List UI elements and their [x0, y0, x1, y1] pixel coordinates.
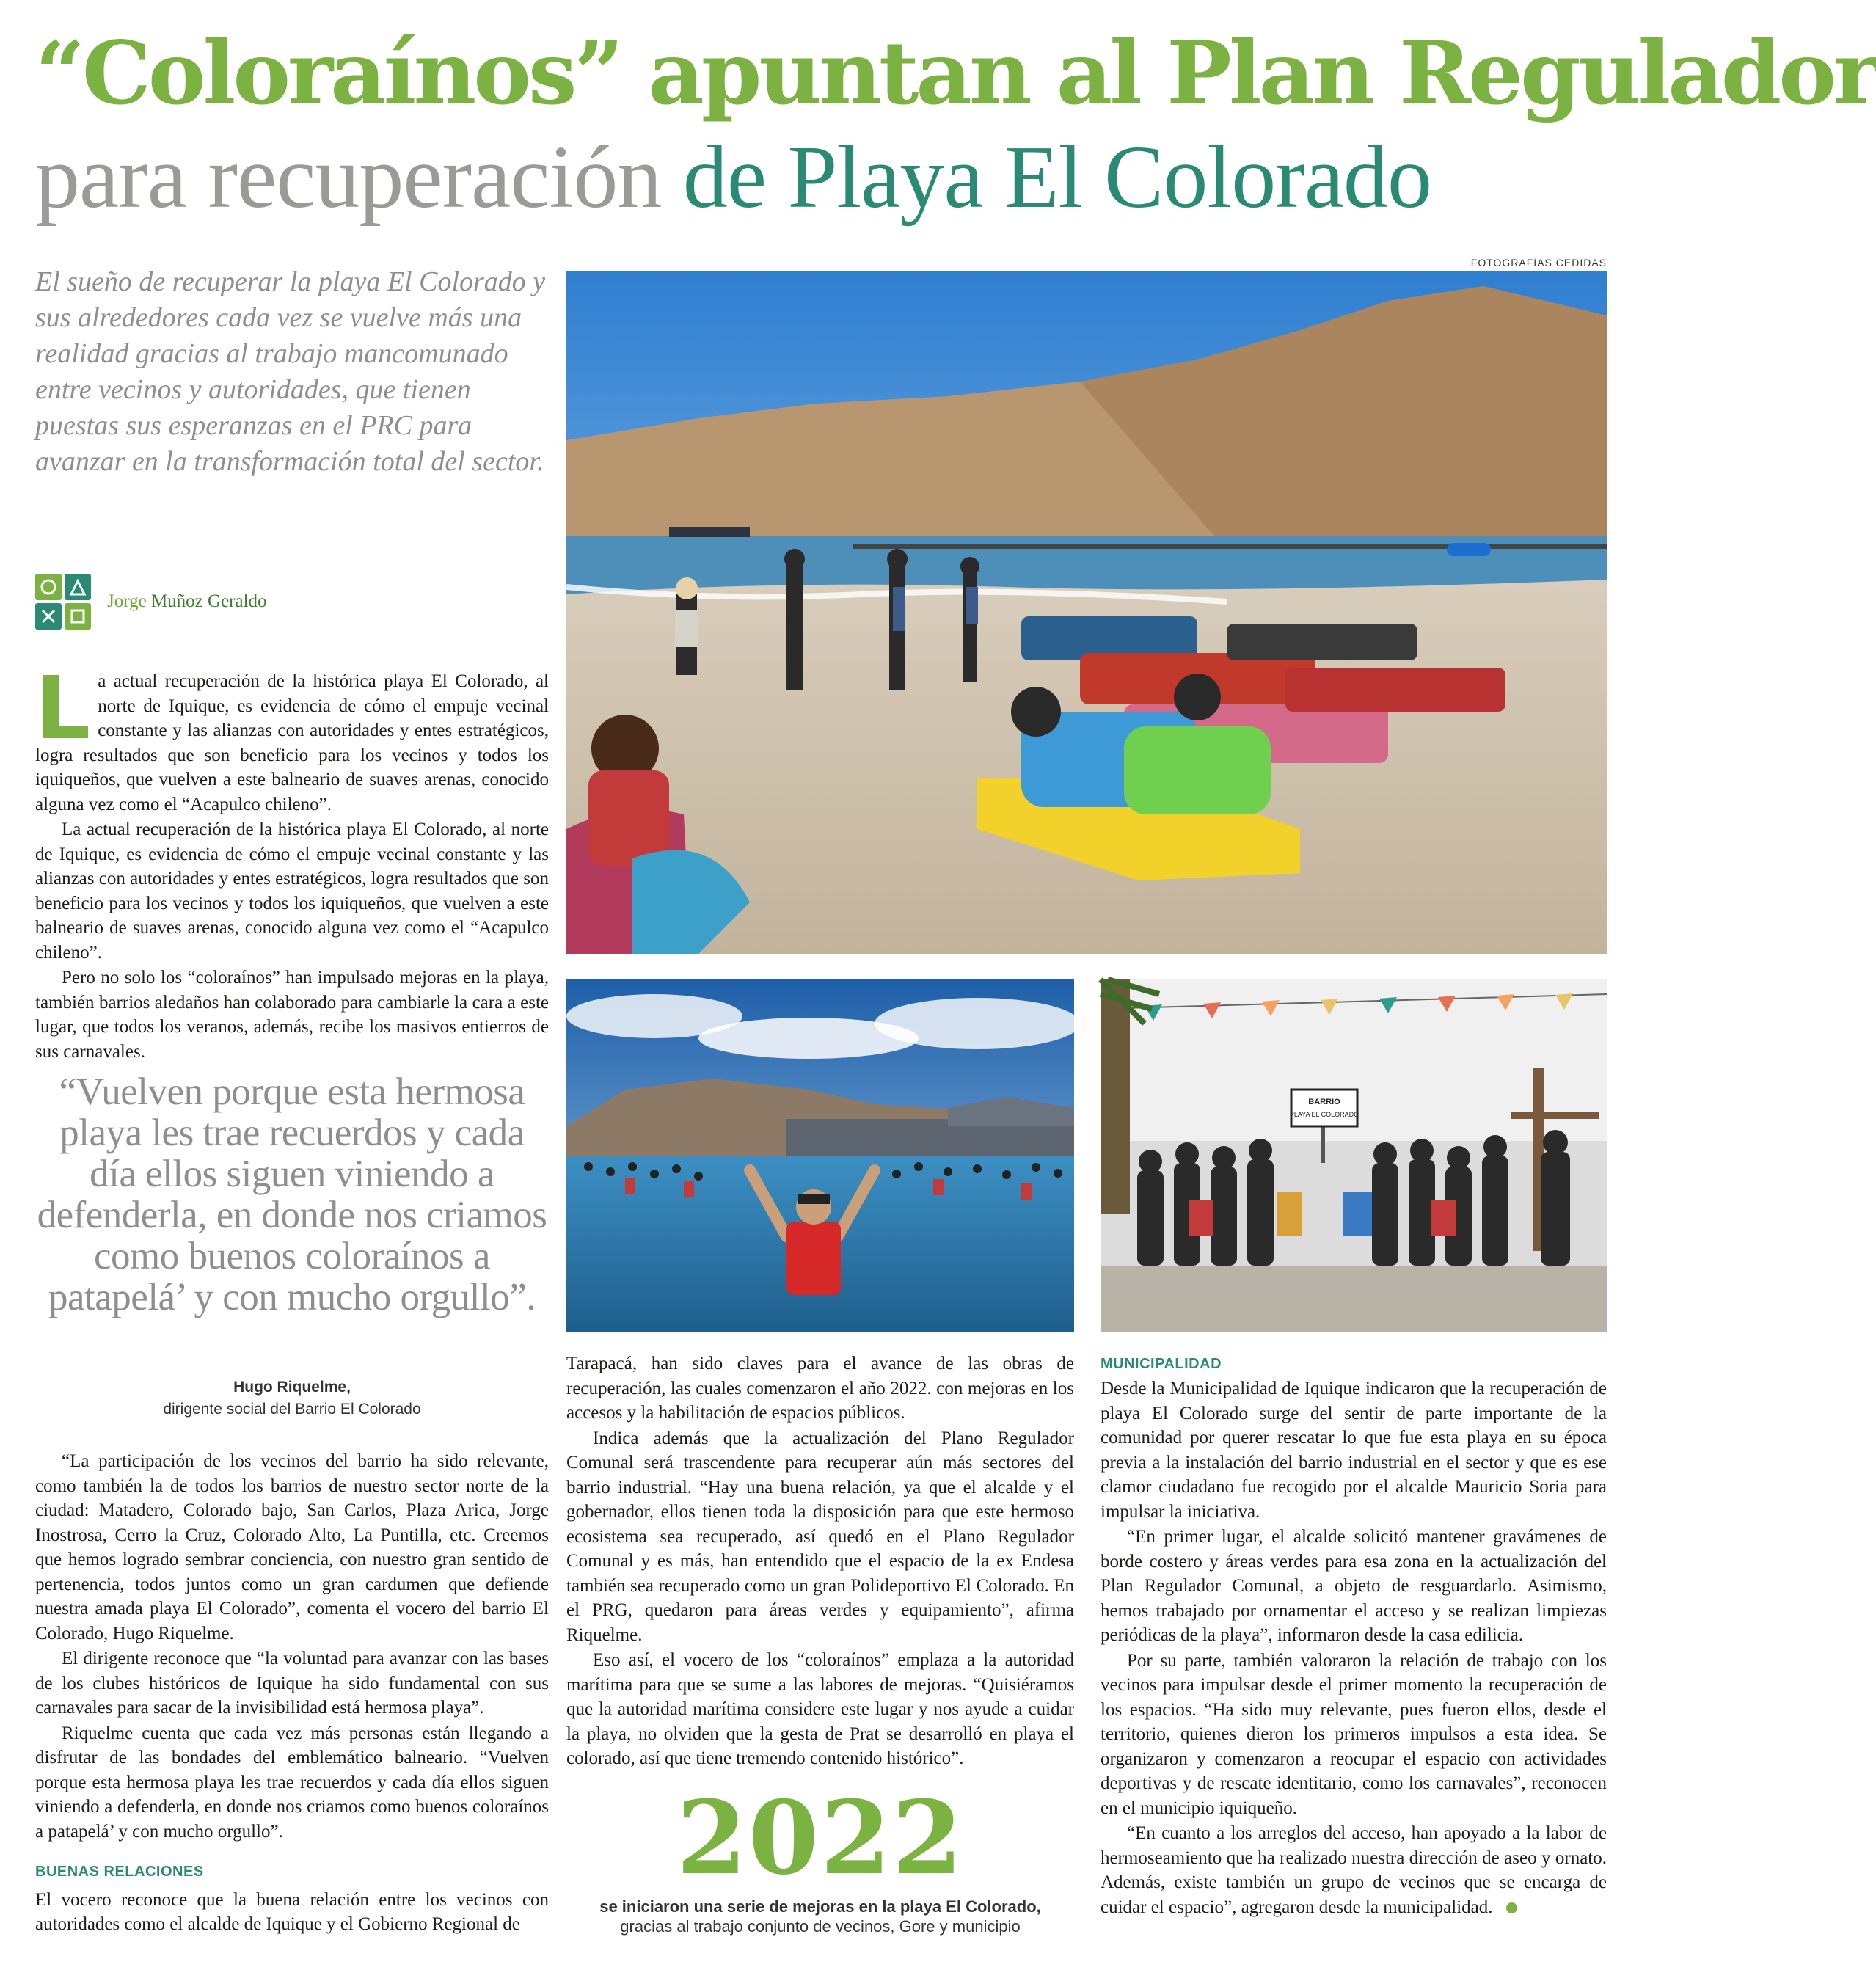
- paragraph-last: [1101, 1821, 1607, 1919]
- article-column-1-bottom: [35, 1449, 549, 1938]
- paragraph: El vocero reconoce que la buena relación entre los vecinos con autoridades como el alcalde de Iquique y el Gobierno Regional de: [35, 1889, 549, 1934]
- dropcap: L: [35, 657, 91, 759]
- section-heading-municipalidad: MUNICIPALIDAD: [1101, 1356, 1222, 1372]
- paragraph-text: “En cuanto a los arreglos del acceso, han apoyado a la labor de hermoseamiento que ha realizado nuestra dirección de aseo y ornato. Además, existe también un grupo de vecinos que se encarga de cuidar el espacio”, agregaron desde la municipalidad.: [1101, 1823, 1607, 1917]
- subhead-part1: para recuperación: [35, 128, 662, 227]
- headline: “Coloraínos” apuntan al Plan Regulador: [35, 22, 1876, 124]
- quote-author: Hugo Riquelme,: [233, 1379, 351, 1396]
- highlight-caption: [566, 1897, 1074, 1936]
- neighbors-group-photo: [1101, 979, 1607, 1332]
- highlight-caption-text: gracias al trabajo conjunto de vecinos, Gore y municipio: [620, 1917, 1021, 1936]
- byline-last: Muñoz Geraldo: [150, 591, 267, 611]
- byline-name: [107, 591, 267, 612]
- author-logo-icon: [35, 574, 91, 630]
- sign-line-2: PLAYA EL COLORADO: [1289, 1111, 1359, 1118]
- paragraph: Tarapacá, han sido claves para el avance de las obras de recuperación, las cuales comenzaron el año 2022. con mejoras en los accesos y la habilitación de espacios públicos.: [566, 1354, 1074, 1423]
- section-heading-buenas-relaciones: BUENAS RELACIONES: [35, 1864, 204, 1880]
- carnival-sea-photo: [566, 979, 1074, 1332]
- paragraph: “En primer lugar, el alcalde solicitó mantener gravámenes de borde costero y áreas verdes para esa zona en la actualización del Plan Regulador Comunal, a objeto de resguardarlo. Asimismo, hemos trabajado por ornamentar el acceso y se realizan limpiezas periódicas de la playa”, informaron desde la casa edilicia.: [1101, 1527, 1607, 1645]
- subhead: [35, 126, 1613, 229]
- pull-quote: “Vuelven porque esta hermosa playa les trae recuerdos y cada día ellos siguen viniendo a defenderla, en donde nos criamos como buenos coloraínos a patapelá’ y con mucho orgullo”.: [37, 1070, 547, 1318]
- paragraph: Desde la Municipalidad de Iquique indicaron que la recuperación de playa El Colorado surge del sentir de parte importante de la comunidad por querer rescatar lo que fue esta playa en su época previa a la instalación del barrio industrial en el sector y que es ese clamor ciudadano fue recogido por el alcalde Mauricio Soria para impulsar la iniciativa.: [1101, 1379, 1607, 1522]
- quote-attribution: [35, 1376, 549, 1420]
- paragraph-text: a actual recuperación de la histórica playa El Colorado, al norte de Iquique, es evidencia de cómo el empuje vecinal constante y las alianzas con autoridades y entes estratégicos, logra resultados que son beneficio para los vecinos y todos los iquiqueños, que vuelven a este balneario de suaves arenas, conocido alguna vez como el “Acapulco chileno”.: [35, 671, 549, 814]
- article-column-1-top: [35, 657, 549, 1065]
- end-dot-icon: [1506, 1902, 1517, 1913]
- paragraph: Riquelme cuenta que cada vez más personas están llegando a disfrutar de las bondades del emblemático balneario. “Vuelven porque esta hermosa playa les trae recuerdos y cada día ellos siguen viniendo a defenderla, en donde nos criamos como buenos coloraínos a patapelá’ y con mucho orgullo”.: [35, 1723, 549, 1842]
- paragraph: Por su parte, también valoraron la relación de trabajo con los vecinos para impulsar desde el primer momento la recuperación de los espacios. “Ha sido muy relevante, pues fueron ellos, desde el territorio, quienes dieron los primeros impulsos a esta idea. Se organizaron y comenzaron a reocupar el espacio con actividades deportivas y de rescate identitario, como los carnavales”, reconocen en el municipio iquiqueño.: [1101, 1650, 1607, 1818]
- photo-credit: FOTOGRAFÍAS CEDIDAS: [1470, 257, 1607, 269]
- highlight-year: 2022: [676, 1778, 965, 1897]
- byline-first: Jorge: [107, 591, 147, 611]
- paragraph: Pero no solo los “coloraínos” han impulsado mejoras en la playa, también barrios aledaños han colaborado para cambiarle la cara a este lugar, que todos los veranos, además, recibe los masivos entierros de sus carnavales.: [35, 968, 549, 1062]
- lead-paragraph: El sueño de recuperar la playa El Colorado y sus alrededores cada vez se vuelve más una realidad gracias al trabajo mancomunado entre vecinos y autoridades, que tienen puestas sus esperanzas en el PRC para avanzar en la transformación total del sector.: [35, 266, 546, 477]
- paragraph: [35, 657, 549, 817]
- highlight-caption-bold: se iniciaron una serie de mejoras en la playa El Colorado,: [599, 1897, 1041, 1916]
- paragraph: “La participación de los vecinos del barrio ha sido relevante, como también la de todos los barrios de nuestro sector norte de la ciudad: Matadero, Colorado bajo, San Carlos, Plaza Arica, Jorge Inostrosa, Cerro la Cruz, Colorado Alto, La Puntilla, etc. Creemos que hemos logrado sembrar conciencia, con nuestro gran sentido de pertenencia, todos juntos como un gran cardumen que defiende nuestra amada playa El Colorado”, comenta el vocero del barrio El Colorado, Hugo Riquelme.: [35, 1451, 549, 1643]
- paragraph: Indica además que la actualización del Plano Regulador Comunal será trascendente para recuperar aún más sectores del barrio industrial. “Hay una buena relación, ya que el alcalde y el gobernador, ellos tienen toda la disposición para que este hermoso ecosistema sea recuperado, así quedó en el Plano Regulador Comunal y es más, han entendido que el espacio de la ex Endesa también sea recuperado como un gran Polideportivo El Colorado. En el PRG, quedaron para áreas verdes y equipamiento”, afirma Riquelme.: [566, 1428, 1074, 1645]
- article-column-2: [566, 1351, 1074, 1772]
- article-column-3: [1101, 1376, 1607, 1920]
- sign-line-1: BARRIO: [1308, 1098, 1340, 1106]
- byline: [35, 574, 549, 632]
- quote-role: dirigente social del Barrio El Colorado: [163, 1401, 421, 1418]
- subhead-part2: de Playa El Colorado: [682, 128, 1431, 227]
- paragraph: Eso así, el vocero de los “coloraínos” emplaza a la autoridad marítima para que se sume a las labores de mejoras. “Quisiéramos que la autoridad marítima considere este lugar y nos ayude a cuidar la playa, no olviden que la gesta de Prat se desarrolló en playa el colorado, así que tiene tremendo contenido histórico”.: [566, 1650, 1074, 1768]
- paragraph: La actual recuperación de la histórica playa El Colorado, al norte de Iquique, es evidencia de cómo el empuje vecinal constante y las alianzas con autoridades y entes estratégicos, logra resultados que son beneficio para los vecinos y todos los iquiqueños, que vuelven a este balneario de suaves arenas, conocido alguna vez como el “Acapulco chileno”.: [35, 820, 549, 963]
- paragraph: El dirigente reconoce que “la voluntad para avanzar con las bases de los clubes históricos de Iquique ha sido fundamental con sus carnavales para sacar de la invisibilidad está hermosa playa”.: [35, 1649, 549, 1718]
- surf-lesson-photo: [566, 271, 1607, 954]
